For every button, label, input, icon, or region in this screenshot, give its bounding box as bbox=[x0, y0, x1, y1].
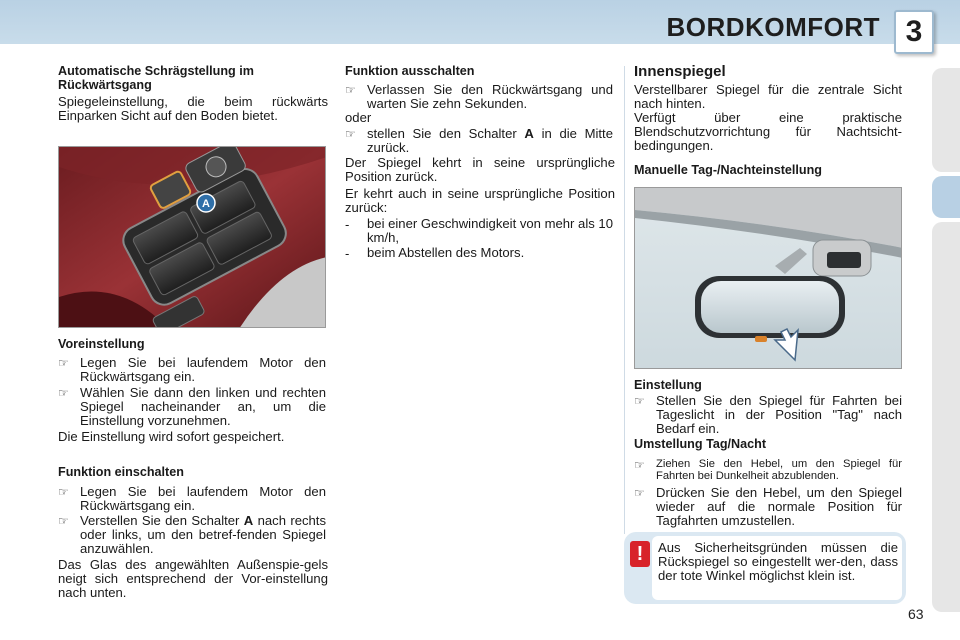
side-tab[interactable] bbox=[932, 68, 960, 172]
door-switch-photo bbox=[58, 146, 326, 328]
chapter-badge: 3 bbox=[894, 10, 934, 54]
dash-item: - beim Abstellen des Motors. bbox=[345, 245, 525, 261]
pointing-hand-icon: ☞ bbox=[58, 356, 69, 370]
list-item: ☞ Ziehen Sie den Hebel, um den Spiegel für Fahrten bei Dunkelheit abzublenden. bbox=[634, 458, 902, 482]
list-item: ☞ Stellen Sie den Spiegel für Fahrten bei Tageslicht in der Position "Tag" nach Bedarf ein. bbox=[634, 393, 902, 436]
einschalten-title: Funktion einschalten bbox=[58, 465, 184, 479]
return-text-2: Er kehrt auch in seine ursprüngliche Position zurück: bbox=[345, 186, 615, 215]
list-item: ☞ Legen Sie bei laufendem Motor den Rückwärtsgang ein. bbox=[58, 484, 326, 513]
einschalten-note: Das Glas des angewählten Außenspie-gels neigt sich entsprechend der Vor-einstellung nach unten. bbox=[58, 557, 328, 600]
return-text-1: Der Spiegel kehrt in seine ursprüngliche Position zurück. bbox=[345, 155, 615, 184]
pointing-hand-icon: ☞ bbox=[58, 386, 69, 400]
pointing-hand-icon: ☞ bbox=[634, 486, 645, 500]
auto-tilt-title: Automatische Schrägstellung im Rückwärtsgang bbox=[58, 64, 254, 92]
intro-text-2: Verfügt über eine praktische Blendschutzvorrichtung für Nachtsicht-bedingungen. bbox=[634, 110, 902, 153]
pointing-hand-icon: ☞ bbox=[634, 458, 645, 472]
list-item: ☞ Drücken Sie den Hebel, um den Spiegel wieder auf die normale Position für Tagfahrten umzustellen. bbox=[634, 485, 902, 528]
list-item: ☞ Verstellen Sie den Schalter A nach rechts oder links, um den betref-fenden Spiegel anzuwählen. bbox=[58, 513, 326, 556]
voreinstellung-title: Voreinstellung bbox=[58, 337, 145, 351]
manual-title: Manuelle Tag-/Nachteinstellung bbox=[634, 163, 822, 177]
pointing-hand-icon: ☞ bbox=[58, 514, 69, 528]
list-item: ☞ stellen Sie den Schalter A in die Mitte zurück. bbox=[345, 126, 613, 155]
einstellung-title: Einstellung bbox=[634, 378, 702, 392]
pointing-hand-icon: ☞ bbox=[345, 127, 356, 141]
page-number: 63 bbox=[908, 606, 924, 622]
intro-text-1: Verstellbarer Spiegel für die zentrale Sicht nach hinten. bbox=[634, 82, 902, 111]
auto-tilt-text: Spiegeleinstellung, die beim rückwärts Einparken Sicht auf den Boden bietet. bbox=[58, 94, 328, 123]
side-tab-active[interactable] bbox=[932, 176, 960, 218]
list-item: ☞ Wählen Sie dann den linken und rechten Spiegel nacheinander an, um die Einstellung vorzunehmen. bbox=[58, 385, 326, 428]
oder-text: oder bbox=[345, 110, 372, 125]
dash-item: - bei einer Geschwindigkeit von mehr als 10 km/h, bbox=[345, 216, 614, 245]
pointing-hand-icon: ☞ bbox=[345, 83, 356, 97]
list-item: ☞ Verlassen Sie den Rückwärtsgang und warten Sie zehn Sekunden. bbox=[345, 82, 613, 111]
pointing-hand-icon: ☞ bbox=[58, 485, 69, 499]
warning-text: Aus Sicherheitsgründen müssen die Rückspiegel so eingestellt wer-den, dass der tote Winkel möglichst klein ist. bbox=[658, 540, 898, 583]
pointing-hand-icon: ☞ bbox=[634, 394, 645, 408]
ausschalten-title: Funktion ausschalten bbox=[345, 64, 475, 78]
rearview-mirror-photo bbox=[634, 187, 902, 369]
exclamation-icon: ! bbox=[630, 541, 650, 567]
list-item: ☞ Legen Sie bei laufendem Motor den Rückwärtsgang ein. bbox=[58, 355, 326, 384]
section-title: BORDKOMFORT bbox=[666, 12, 880, 42]
side-tab[interactable] bbox=[932, 222, 960, 612]
voreinstellung-note: Die Einstellung wird sofort gespeichert. bbox=[58, 429, 285, 444]
innenspiegel-title: Innenspiegel bbox=[634, 63, 726, 80]
umstellung-title: Umstellung Tag/Nacht bbox=[634, 437, 767, 451]
figure-label-a: A bbox=[202, 198, 210, 210]
column-divider bbox=[624, 66, 625, 534]
